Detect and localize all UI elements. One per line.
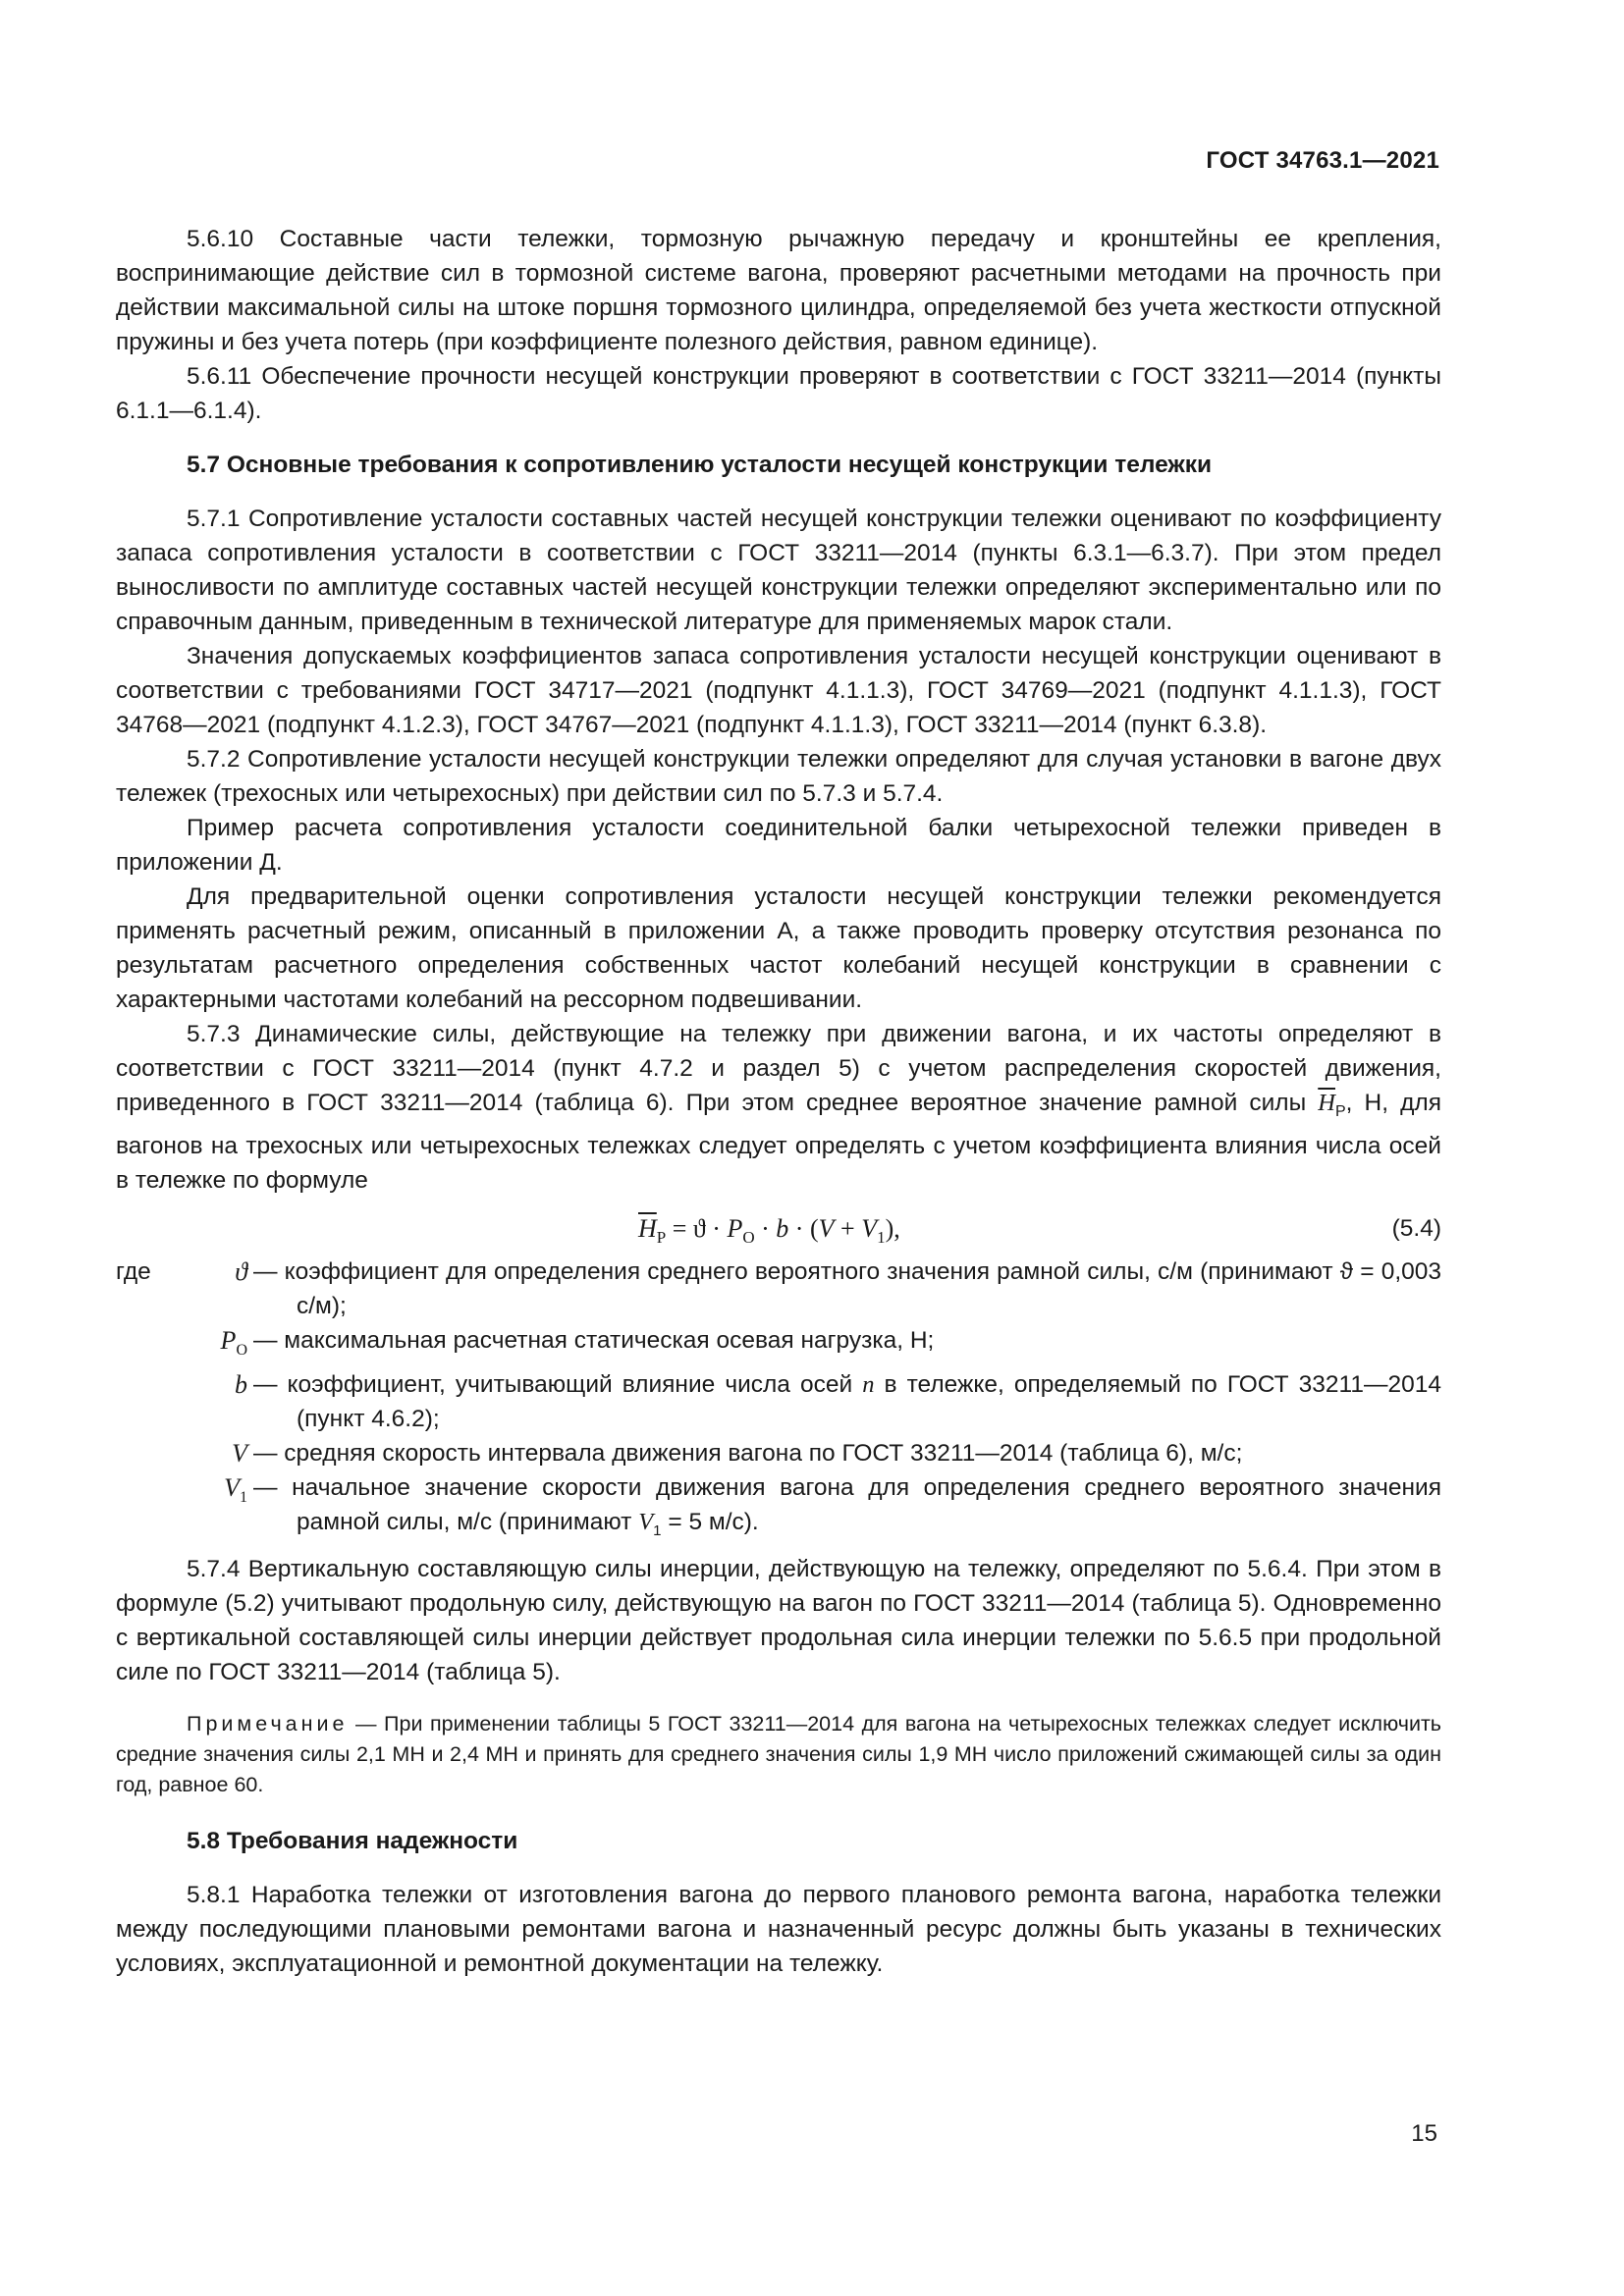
section-heading-5-7: 5.7 Основные требования к сопротивлению усталости несущей конструкции тележки [187, 452, 1213, 478]
paragraph-5-7-2: 5.7.2 Сопротивление усталости несущей конструкции тележки определяют для случая установки в вагоне двух тележек (трехосных или четырехосных) при действии сил по 5.7.3 и 5.7.4. [116, 746, 1441, 807]
paragraph-5-7-2-preliminary: Для предварительной оценки сопротивления усталости несущей конструкции тележки рекомендуется применять расчетный режим, описанный в приложении А, а также проводить проверку отсутствия резонанса по результатам расчетного определения собственных частот колебаний несущей конструкции в сравнении с характерными частотами колебаний на рессорном подвешивании. [116, 883, 1441, 1013]
note-label: Примечание [187, 1711, 349, 1735]
legend-description: — коэффициент для определения среднего вероятного значения рамной силы, с/м (принимают ϑ = 0,003 с/м); [253, 1257, 1441, 1319]
legend-symbol-main: V [224, 1473, 240, 1503]
legend-symbol-sub: O [236, 1342, 247, 1360]
formula-lhs: $\overline{H}$ [638, 1213, 657, 1243]
paragraph-5-7-3-text-pre: 5.7.3 Динамические силы, действующие на тележку при движении вагона, и их частоты определяют в соответствии с ГОСТ 33211—2014 (пункт 4.7.2 и раздел 5) с учетом распределения скоростей движения, приведенного в ГОСТ 33211—2014 (таблица 6). При этом среднее вероятное значение рамной силы [116, 1021, 1441, 1116]
legend-description-post: в тележке, определяемый по ГОСТ 33211—2014 (пункт 4.6.2); [297, 1371, 1441, 1433]
formula-5-4 [116, 1203, 1441, 1253]
legend-description [253, 1367, 1441, 1436]
legend-description-post: = 5 м/с). [668, 1509, 759, 1536]
page-number: 15 [1411, 2120, 1437, 2147]
legend-description-var: V [638, 1509, 654, 1536]
legend-description: — максимальная расчетная статическая осевая нагрузка, Н; [253, 1326, 935, 1354]
formula-lhs-sub: P [656, 1228, 667, 1248]
paragraph-5-7-3-text-post: , Н, для вагонов на трехосных или четырехосных тележках следует определять с учетом коэффициента влияния числа осей в тележке по формуле [116, 1090, 1441, 1194]
legend-symbol [175, 1470, 253, 1548]
frame-force-symbol: $\overline{H}$ [1318, 1090, 1335, 1116]
legend-label: где [116, 1257, 151, 1285]
legend-description [253, 1470, 1441, 1548]
spacer [116, 1858, 1441, 1878]
paragraph-5-7-3 [116, 1017, 1441, 1198]
formula-paren-close: ), [885, 1213, 900, 1243]
legend-description-pre: — начальное значение скорости движения вагона для определения среднего вероятного значения рамной силы, м/с (принимают [253, 1474, 1441, 1536]
formula-legend [116, 1255, 1441, 1548]
spacer [116, 428, 1441, 448]
formula-v: V [818, 1213, 835, 1243]
document-header: ГОСТ 34763.1—2021 [1206, 147, 1439, 174]
paragraph-5-7-1-values: Значения допускаемых коэффициентов запаса сопротивления усталости несущей конструкции оценивают в соответствии с требованиями ГОСТ 34717—2021 (подпункт 4.1.1.3), ГОСТ 34769—2021 (подпункт 4.1.1.3), ГОСТ 34768—2021 (подпункт 4.1.2.3), ГОСТ 34767—2021 (подпункт 4.1.1.3), ГОСТ 33211—2014 (пункт 6.3.8). [116, 643, 1441, 738]
legend-symbol-main: P [220, 1325, 237, 1355]
paragraph-5-8-1: 5.8.1 Наработка тележки от изготовления вагона до первого планового ремонта вагона, наработка тележки между последующими плановыми ремонтами вагона и назначенный ресурс должны быть указаны в технических условиях, эксплуатационной и ремонтной документации на тележку. [116, 1881, 1441, 1977]
formula-v1: V [861, 1213, 878, 1243]
note-text: — При применении таблицы 5 ГОСТ 33211—2014 для вагона на четырехосных тележках следует исключить средние значения силы 2,1 МН и 2,4 МН и принять для среднего значения силы 1,9 МН число приложений сжимающей силы за один год, равное 60. [116, 1711, 1441, 1796]
paragraph-5-7-4: 5.7.4 Вертикальную составляющую силы инерции, действующую на тележку, определяют по 5.6.4. При этом в формуле (5.2) учитывают продольную силу, действующую на вагон по ГОСТ 33211—2014 (таблица 5). Одновременно с вертикальной составляющей силы инерции действует продольная сила инерции тележки по 5.6.5 при продольной силе по ГОСТ 33211—2014 (таблица 5). [116, 1555, 1441, 1685]
paragraph-5-7-2-example: Пример расчета сопротивления усталости соединительной балки четырехосной тележки приведен в приложении Д. [116, 815, 1441, 876]
formula-paren-open: · ( [788, 1213, 819, 1243]
spacer [116, 1800, 1441, 1824]
legend-description-pre: — коэффициент, учитывающий влияние числа осей [253, 1371, 853, 1399]
legend-description: — средняя скорость интервала движения вагона по ГОСТ 33211—2014 (таблица 6), м/с; [253, 1440, 1243, 1468]
formula-p: P [727, 1213, 743, 1243]
formula-eq: = ϑ · [666, 1213, 728, 1243]
formula-plus: + [834, 1213, 862, 1243]
formula-b: b [776, 1213, 789, 1243]
paragraph-5-6-11: 5.6.11 Обеспечение прочности несущей конструкции проверяют в соответствии с ГОСТ 33211—2014 (пункты 6.1.1—6.1.4). [116, 363, 1441, 424]
spacer [116, 1689, 1441, 1709]
formula-v1-sub: 1 [877, 1228, 886, 1248]
spacer [116, 482, 1441, 502]
legend-symbol: V [232, 1439, 247, 1468]
formula-p-sub: O [742, 1228, 755, 1248]
note-block [116, 1709, 1441, 1800]
legend-symbol-sub: 1 [240, 1489, 247, 1507]
section-heading-5-8: 5.8 Требования надежности [187, 1827, 518, 1854]
legend-description-var: n [862, 1371, 875, 1399]
frame-force-subscript: P [1334, 1102, 1346, 1120]
legend-symbol: b [235, 1370, 247, 1400]
formula-expression [638, 1211, 900, 1255]
legend-description-var-sub: 1 [653, 1522, 662, 1539]
document-body [116, 222, 1441, 1981]
paragraph-5-7-1: 5.7.1 Сопротивление усталости составных частей несущей конструкции тележки оценивают по коэффициенту запаса сопротивления усталости в соответствии с ГОСТ 33211—2014 (пункты 6.3.1—6.3.7). При этом предел выносливости по амплитуде составных частей несущей конструкции тележки определяют экспериментально или по справочным данным, приведенным в технической литературе для применяемых марок стали. [116, 506, 1441, 635]
paragraph-5-6-10: 5.6.10 Составные части тележки, тормозную рычажную передачу и кронштейны ее крепления, воспринимающие действие сил в тормозной системе вагона, проверяют расчетными методами на прочность при действии максимальной силы на штоке поршня тормозного цилиндра, определяемой без учета жесткости отпускной пружины и без учета потерь (при коэффициенте полезного действия, равном единице). [116, 226, 1441, 355]
formula-mid: · [754, 1213, 777, 1243]
formula-number: (5.4) [1391, 1214, 1441, 1242]
legend-symbol [175, 1323, 253, 1367]
legend-symbol: ϑ [235, 1256, 247, 1286]
